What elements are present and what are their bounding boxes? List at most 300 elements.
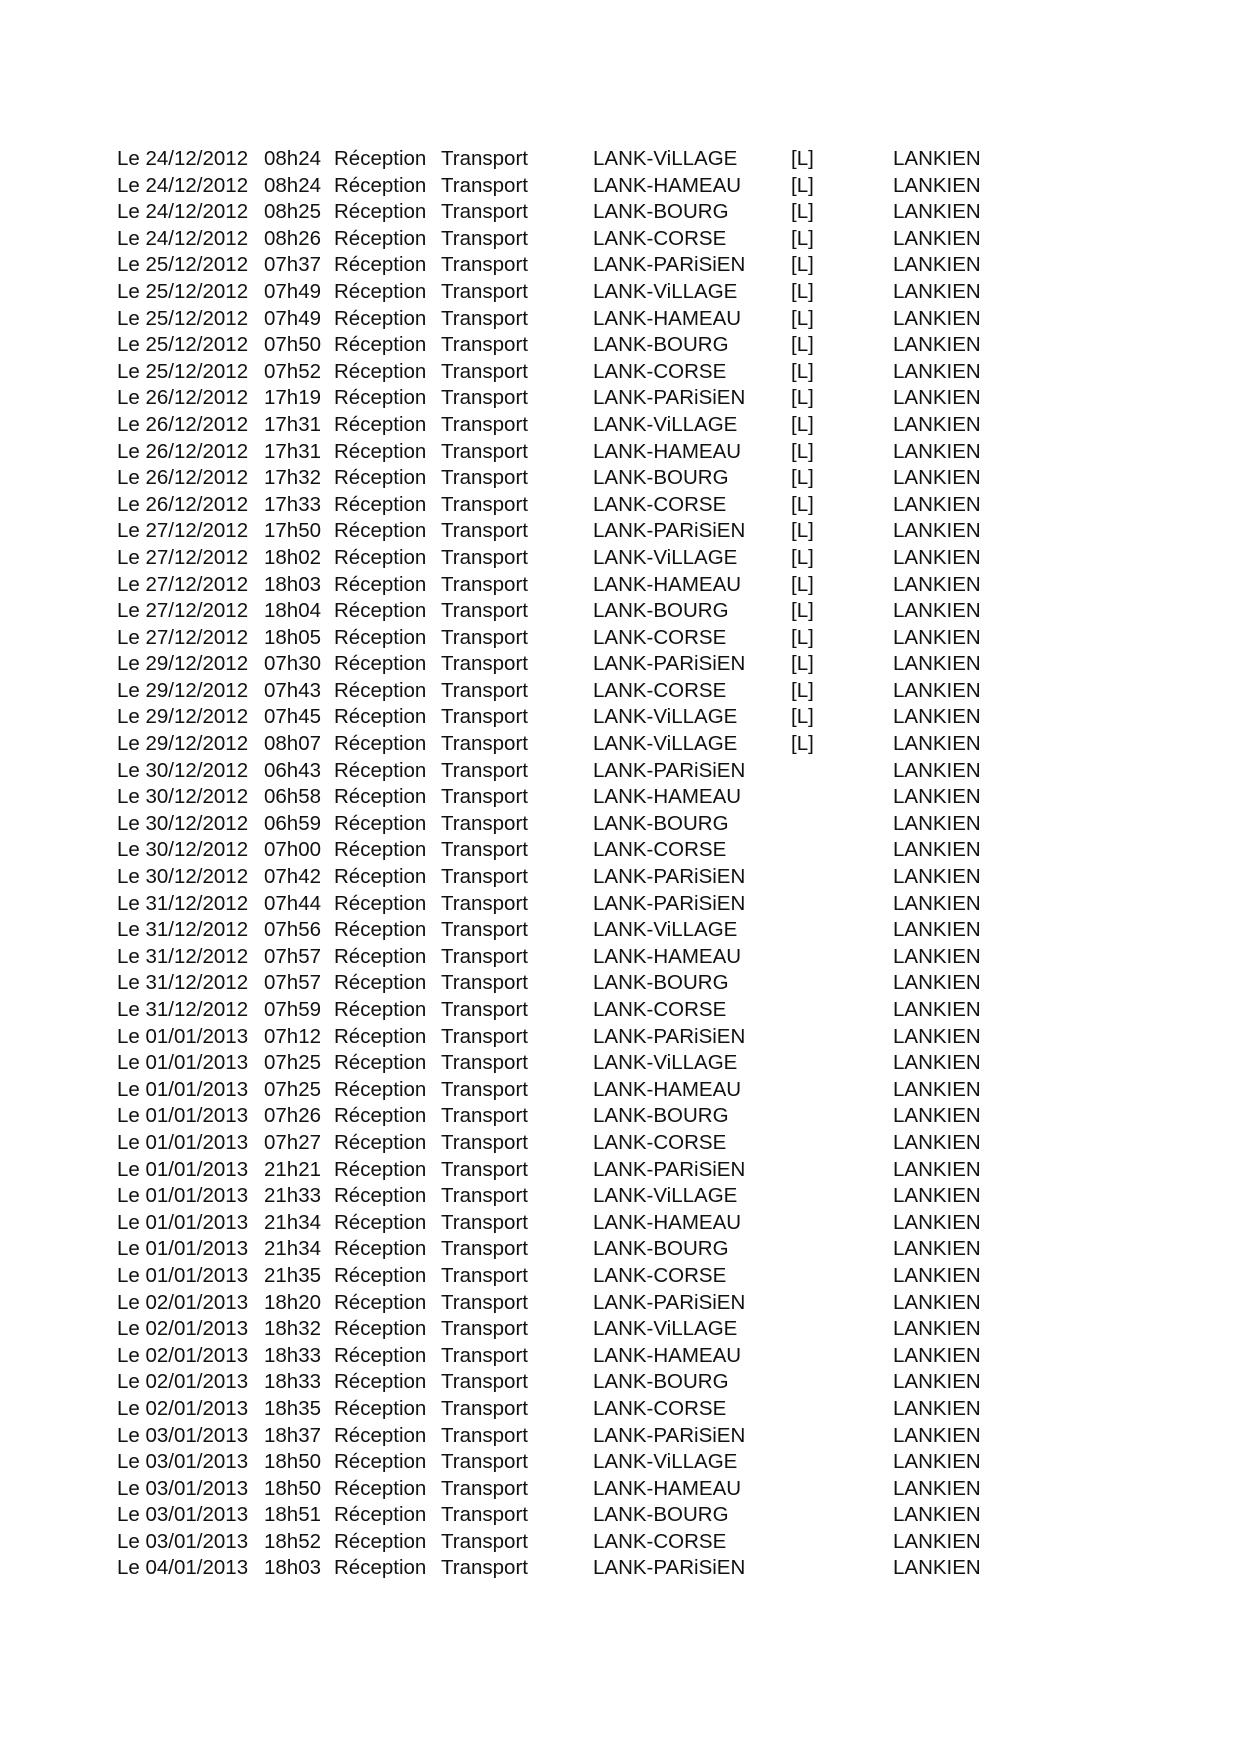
log-kind-cell: Transport (441, 519, 528, 543)
log-event-cell: Réception (334, 386, 427, 410)
log-site-cell: LANK-PARiSiEN (593, 519, 746, 543)
log-kind-cell: Transport (441, 466, 528, 490)
log-date-cell: Le 27/12/2012 (117, 519, 249, 543)
log-owner-cell: LANKIEN (893, 1077, 981, 1101)
log-event-cell: Réception (334, 625, 427, 649)
log-time-cell: 07h43 (264, 678, 322, 702)
table-row (0, 1077, 1241, 1104)
log-owner-cell: LANKIEN (893, 1130, 981, 1154)
log-time-cell: 21h21 (264, 1157, 322, 1181)
log-site-cell: LANK-ViLLAGE (593, 1317, 738, 1341)
log-event-cell: Réception (334, 838, 427, 862)
log-date-cell: Le 24/12/2012 (117, 200, 249, 224)
log-flag-cell: [L] (791, 625, 814, 649)
log-time-cell: 18h51 (264, 1503, 322, 1527)
log-time-cell: 21h35 (264, 1263, 322, 1287)
log-owner-cell: LANKIEN (893, 1317, 981, 1341)
log-date-cell: Le 29/12/2012 (117, 732, 249, 756)
table-row (0, 758, 1241, 785)
log-site-cell: LANK-ViLLAGE (593, 918, 738, 942)
table-row (0, 279, 1241, 306)
log-time-cell: 07h56 (264, 918, 322, 942)
log-date-cell: Le 02/01/2013 (117, 1370, 249, 1394)
table-row (0, 252, 1241, 279)
table-row (0, 1555, 1241, 1582)
table-row (0, 545, 1241, 572)
log-table (0, 146, 1241, 1582)
log-owner-cell: LANKIEN (893, 519, 981, 543)
log-event-cell: Réception (334, 599, 427, 623)
log-event-cell: Réception (334, 466, 427, 490)
log-time-cell: 06h59 (264, 811, 322, 835)
log-event-cell: Réception (334, 1157, 427, 1181)
log-kind-cell: Transport (441, 1476, 528, 1500)
log-site-cell: LANK-CORSE (593, 359, 727, 383)
log-site-cell: LANK-ViLLAGE (593, 732, 738, 756)
log-owner-cell: LANKIEN (893, 1210, 981, 1234)
log-flag-cell: [L] (791, 412, 814, 436)
log-time-cell: 07h25 (264, 1051, 322, 1075)
log-kind-cell: Transport (441, 971, 528, 995)
log-date-cell: Le 24/12/2012 (117, 147, 249, 170)
log-event-cell: Réception (334, 1476, 427, 1500)
log-event-cell: Réception (334, 811, 427, 835)
log-date-cell: Le 27/12/2012 (117, 572, 249, 596)
log-event-cell: Réception (334, 492, 427, 516)
log-event-cell: Réception (334, 572, 427, 596)
table-row (0, 1529, 1241, 1556)
table-row (0, 864, 1241, 891)
log-event-cell: Réception (334, 1450, 427, 1474)
log-event-cell: Réception (334, 1184, 427, 1208)
log-time-cell: 18h04 (264, 599, 322, 623)
log-site-cell: LANK-ViLLAGE (593, 412, 738, 436)
table-row (0, 1502, 1241, 1529)
log-date-cell: Le 31/12/2012 (117, 944, 249, 968)
log-site-cell: LANK-BOURG (593, 1237, 729, 1261)
log-owner-cell: LANKIEN (893, 1529, 981, 1553)
log-site-cell: LANK-BOURG (593, 971, 729, 995)
log-flag-cell: [L] (791, 492, 814, 516)
log-site-cell: LANK-PARiSiEN (593, 758, 746, 782)
log-event-cell: Réception (334, 865, 427, 889)
log-kind-cell: Transport (441, 785, 528, 809)
log-kind-cell: Transport (441, 998, 528, 1021)
log-owner-cell: LANKIEN (893, 865, 981, 889)
log-owner-cell: LANKIEN (893, 279, 981, 303)
log-time-cell: 07h27 (264, 1130, 322, 1154)
log-time-cell: 07h52 (264, 359, 322, 383)
log-time-cell: 17h19 (264, 386, 322, 410)
table-row (0, 625, 1241, 652)
log-kind-cell: Transport (441, 1423, 528, 1447)
log-event-cell: Réception (334, 1503, 427, 1527)
log-time-cell: 21h34 (264, 1237, 322, 1261)
log-owner-cell: LANKIEN (893, 253, 981, 277)
log-date-cell: Le 01/01/2013 (117, 1077, 249, 1101)
log-date-cell: Le 03/01/2013 (117, 1529, 249, 1553)
log-site-cell: LANK-CORSE (593, 625, 727, 649)
log-event-cell: Réception (334, 891, 427, 915)
log-owner-cell: LANKIEN (893, 652, 981, 676)
log-time-cell: 07h57 (264, 944, 322, 968)
log-kind-cell: Transport (441, 652, 528, 676)
log-event-cell: Réception (334, 1130, 427, 1154)
log-owner-cell: LANKIEN (893, 1556, 981, 1580)
log-site-cell: LANK-BOURG (593, 1370, 729, 1394)
log-kind-cell: Transport (441, 944, 528, 968)
log-kind-cell: Transport (441, 599, 528, 623)
log-site-cell: LANK-ViLLAGE (593, 705, 738, 729)
table-row (0, 598, 1241, 625)
log-kind-cell: Transport (441, 226, 528, 250)
log-kind-cell: Transport (441, 1130, 528, 1154)
log-kind-cell: Transport (441, 1396, 528, 1420)
log-event-cell: Réception (334, 785, 427, 809)
table-row (0, 385, 1241, 412)
log-owner-cell: LANKIEN (893, 333, 981, 357)
table-row (0, 1183, 1241, 1210)
log-flag-cell: [L] (791, 599, 814, 623)
table-row (0, 997, 1241, 1024)
log-event-cell: Réception (334, 439, 427, 463)
log-date-cell: Le 01/01/2013 (117, 1263, 249, 1287)
table-row (0, 1024, 1241, 1051)
log-date-cell: Le 29/12/2012 (117, 678, 249, 702)
log-date-cell: Le 26/12/2012 (117, 412, 249, 436)
log-time-cell: 07h44 (264, 891, 322, 915)
log-kind-cell: Transport (441, 1157, 528, 1181)
log-kind-cell: Transport (441, 865, 528, 889)
log-flag-cell: [L] (791, 678, 814, 702)
log-event-cell: Réception (334, 918, 427, 942)
log-date-cell: Le 03/01/2013 (117, 1503, 249, 1527)
log-kind-cell: Transport (441, 1370, 528, 1394)
log-time-cell: 07h57 (264, 971, 322, 995)
log-event-cell: Réception (334, 359, 427, 383)
log-kind-cell: Transport (441, 1317, 528, 1341)
log-site-cell: LANK-HAMEAU (593, 306, 742, 330)
table-row (0, 651, 1241, 678)
log-flag-cell: [L] (791, 359, 814, 383)
log-kind-cell: Transport (441, 811, 528, 835)
log-owner-cell: LANKIEN (893, 306, 981, 330)
log-site-cell: LANK-CORSE (593, 1130, 727, 1154)
log-kind-cell: Transport (441, 173, 528, 197)
log-flag-cell: [L] (791, 732, 814, 756)
log-event-cell: Réception (334, 173, 427, 197)
log-site-cell: LANK-HAMEAU (593, 1077, 742, 1101)
table-row (0, 359, 1241, 386)
log-owner-cell: LANKIEN (893, 1263, 981, 1287)
log-flag-cell: [L] (791, 386, 814, 410)
log-owner-cell: LANKIEN (893, 838, 981, 862)
log-owner-cell: LANKIEN (893, 173, 981, 197)
log-event-cell: Réception (334, 1210, 427, 1234)
log-kind-cell: Transport (441, 1051, 528, 1075)
log-event-cell: Réception (334, 1370, 427, 1394)
log-date-cell: Le 27/12/2012 (117, 599, 249, 623)
table-row (0, 439, 1241, 466)
log-site-cell: LANK-ViLLAGE (593, 147, 738, 170)
log-flag-cell: [L] (791, 253, 814, 277)
table-row (0, 1236, 1241, 1263)
log-time-cell: 21h33 (264, 1184, 322, 1208)
log-owner-cell: LANKIEN (893, 785, 981, 809)
log-event-cell: Réception (334, 1290, 427, 1314)
log-time-cell: 07h37 (264, 253, 322, 277)
log-kind-cell: Transport (441, 333, 528, 357)
log-site-cell: LANK-CORSE (593, 492, 727, 516)
log-event-cell: Réception (334, 1423, 427, 1447)
log-event-cell: Réception (334, 705, 427, 729)
table-row (0, 917, 1241, 944)
table-row (0, 811, 1241, 838)
log-kind-cell: Transport (441, 891, 528, 915)
table-row (0, 1369, 1241, 1396)
log-site-cell: LANK-PARiSiEN (593, 891, 746, 915)
table-row (0, 332, 1241, 359)
log-site-cell: LANK-PARiSiEN (593, 1157, 746, 1181)
log-event-cell: Réception (334, 306, 427, 330)
log-kind-cell: Transport (441, 1263, 528, 1287)
log-site-cell: LANK-PARiSiEN (593, 1290, 746, 1314)
log-site-cell: LANK-CORSE (593, 678, 727, 702)
log-time-cell: 18h32 (264, 1317, 322, 1341)
log-owner-cell: LANKIEN (893, 1343, 981, 1367)
log-event-cell: Réception (334, 253, 427, 277)
log-event-cell: Réception (334, 1556, 427, 1580)
log-event-cell: Réception (334, 333, 427, 357)
log-flag-cell: [L] (791, 572, 814, 596)
log-date-cell: Le 29/12/2012 (117, 652, 249, 676)
log-time-cell: 07h49 (264, 306, 322, 330)
log-event-cell: Réception (334, 1104, 427, 1128)
log-site-cell: LANK-HAMEAU (593, 439, 742, 463)
log-kind-cell: Transport (441, 306, 528, 330)
log-event-cell: Réception (334, 1396, 427, 1420)
log-owner-cell: LANKIEN (893, 599, 981, 623)
log-site-cell: LANK-BOURG (593, 1503, 729, 1527)
log-event-cell: Réception (334, 732, 427, 756)
log-kind-cell: Transport (441, 1556, 528, 1580)
log-date-cell: Le 26/12/2012 (117, 439, 249, 463)
log-time-cell: 18h35 (264, 1396, 322, 1420)
table-row (0, 1290, 1241, 1317)
log-date-cell: Le 30/12/2012 (117, 785, 249, 809)
log-event-cell: Réception (334, 279, 427, 303)
log-kind-cell: Transport (441, 1450, 528, 1474)
table-row (0, 1157, 1241, 1184)
log-time-cell: 18h03 (264, 572, 322, 596)
table-row (0, 784, 1241, 811)
log-site-cell: LANK-HAMEAU (593, 1476, 742, 1500)
log-date-cell: Le 03/01/2013 (117, 1476, 249, 1500)
log-time-cell: 18h02 (264, 545, 322, 569)
log-owner-cell: LANKIEN (893, 1051, 981, 1075)
log-time-cell: 07h50 (264, 333, 322, 357)
log-site-cell: LANK-HAMEAU (593, 1210, 742, 1234)
log-kind-cell: Transport (441, 1290, 528, 1314)
log-flag-cell: [L] (791, 652, 814, 676)
log-date-cell: Le 03/01/2013 (117, 1423, 249, 1447)
log-event-cell: Réception (334, 652, 427, 676)
log-owner-cell: LANKIEN (893, 1476, 981, 1500)
log-site-cell: LANK-CORSE (593, 998, 727, 1021)
log-owner-cell: LANKIEN (893, 625, 981, 649)
log-date-cell: Le 26/12/2012 (117, 466, 249, 490)
log-date-cell: Le 24/12/2012 (117, 226, 249, 250)
log-flag-cell: [L] (791, 705, 814, 729)
table-row (0, 1316, 1241, 1343)
log-kind-cell: Transport (441, 1503, 528, 1527)
log-event-cell: Réception (334, 1237, 427, 1261)
log-owner-cell: LANKIEN (893, 811, 981, 835)
log-date-cell: Le 01/01/2013 (117, 1237, 249, 1261)
log-kind-cell: Transport (441, 492, 528, 516)
log-kind-cell: Transport (441, 439, 528, 463)
table-row (0, 837, 1241, 864)
log-time-cell: 06h43 (264, 758, 322, 782)
log-owner-cell: LANKIEN (893, 1503, 981, 1527)
log-date-cell: Le 02/01/2013 (117, 1290, 249, 1314)
log-kind-cell: Transport (441, 386, 528, 410)
log-owner-cell: LANKIEN (893, 678, 981, 702)
table-row (0, 1423, 1241, 1450)
log-owner-cell: LANKIEN (893, 359, 981, 383)
log-time-cell: 18h52 (264, 1529, 322, 1553)
log-owner-cell: LANKIEN (893, 1450, 981, 1474)
table-row (0, 1103, 1241, 1130)
log-event-cell: Réception (334, 1051, 427, 1075)
log-owner-cell: LANKIEN (893, 572, 981, 596)
log-time-cell: 07h12 (264, 1024, 322, 1048)
log-time-cell: 08h24 (264, 147, 322, 170)
log-event-cell: Réception (334, 1077, 427, 1101)
log-time-cell: 17h32 (264, 466, 322, 490)
log-time-cell: 18h50 (264, 1450, 322, 1474)
log-date-cell: Le 01/01/2013 (117, 1024, 249, 1048)
log-owner-cell: LANKIEN (893, 1423, 981, 1447)
log-time-cell: 08h24 (264, 173, 322, 197)
table-row (0, 199, 1241, 226)
log-event-cell: Réception (334, 226, 427, 250)
log-owner-cell: LANKIEN (893, 147, 981, 170)
log-date-cell: Le 25/12/2012 (117, 279, 249, 303)
log-owner-cell: LANKIEN (893, 998, 981, 1021)
log-owner-cell: LANKIEN (893, 439, 981, 463)
log-time-cell: 17h31 (264, 412, 322, 436)
log-event-cell: Réception (334, 944, 427, 968)
log-site-cell: LANK-CORSE (593, 1263, 727, 1287)
log-site-cell: LANK-HAMEAU (593, 944, 742, 968)
log-time-cell: 07h00 (264, 838, 322, 862)
log-date-cell: Le 29/12/2012 (117, 705, 249, 729)
log-owner-cell: LANKIEN (893, 918, 981, 942)
log-date-cell: Le 30/12/2012 (117, 758, 249, 782)
log-kind-cell: Transport (441, 1104, 528, 1128)
log-owner-cell: LANKIEN (893, 545, 981, 569)
table-row (0, 1210, 1241, 1237)
log-kind-cell: Transport (441, 359, 528, 383)
log-time-cell: 18h33 (264, 1343, 322, 1367)
table-row (0, 1476, 1241, 1503)
log-site-cell: LANK-ViLLAGE (593, 545, 738, 569)
log-kind-cell: Transport (441, 838, 528, 862)
log-time-cell: 08h07 (264, 732, 322, 756)
table-row (0, 173, 1241, 200)
log-site-cell: LANK-BOURG (593, 200, 729, 224)
log-owner-cell: LANKIEN (893, 971, 981, 995)
log-kind-cell: Transport (441, 279, 528, 303)
log-flag-cell: [L] (791, 279, 814, 303)
log-kind-cell: Transport (441, 732, 528, 756)
log-time-cell: 21h34 (264, 1210, 322, 1234)
log-site-cell: LANK-CORSE (593, 1396, 727, 1420)
log-owner-cell: LANKIEN (893, 732, 981, 756)
log-date-cell: Le 01/01/2013 (117, 1051, 249, 1075)
log-event-cell: Réception (334, 200, 427, 224)
log-date-cell: Le 04/01/2013 (117, 1556, 249, 1580)
table-row (0, 1343, 1241, 1370)
log-date-cell: Le 01/01/2013 (117, 1184, 249, 1208)
log-flag-cell: [L] (791, 200, 814, 224)
log-kind-cell: Transport (441, 545, 528, 569)
log-site-cell: LANK-PARiSiEN (593, 652, 746, 676)
log-event-cell: Réception (334, 1263, 427, 1287)
log-time-cell: 07h30 (264, 652, 322, 676)
log-owner-cell: LANKIEN (893, 386, 981, 410)
log-owner-cell: LANKIEN (893, 1370, 981, 1394)
log-site-cell: LANK-BOURG (593, 466, 729, 490)
log-site-cell: LANK-BOURG (593, 1104, 729, 1128)
log-site-cell: LANK-BOURG (593, 333, 729, 357)
log-event-cell: Réception (334, 758, 427, 782)
log-kind-cell: Transport (441, 1024, 528, 1048)
log-site-cell: LANK-ViLLAGE (593, 1184, 738, 1208)
log-owner-cell: LANKIEN (893, 200, 981, 224)
log-site-cell: LANK-PARiSiEN (593, 1556, 746, 1580)
log-time-cell: 18h50 (264, 1476, 322, 1500)
log-event-cell: Réception (334, 545, 427, 569)
log-date-cell: Le 01/01/2013 (117, 1130, 249, 1154)
log-event-cell: Réception (334, 1529, 427, 1553)
log-site-cell: LANK-PARiSiEN (593, 386, 746, 410)
log-date-cell: Le 31/12/2012 (117, 998, 249, 1021)
table-row (0, 306, 1241, 333)
log-site-cell: LANK-PARiSiEN (593, 1423, 746, 1447)
table-row (0, 891, 1241, 918)
log-flag-cell: [L] (791, 306, 814, 330)
log-kind-cell: Transport (441, 705, 528, 729)
table-row (0, 678, 1241, 705)
log-site-cell: LANK-BOURG (593, 599, 729, 623)
table-row (0, 1263, 1241, 1290)
log-site-cell: LANK-CORSE (593, 1529, 727, 1553)
log-date-cell: Le 30/12/2012 (117, 811, 249, 835)
log-time-cell: 07h45 (264, 705, 322, 729)
log-owner-cell: LANKIEN (893, 1396, 981, 1420)
log-time-cell: 07h49 (264, 279, 322, 303)
table-row (0, 970, 1241, 997)
log-time-cell: 07h59 (264, 998, 322, 1021)
log-event-cell: Réception (334, 971, 427, 995)
log-kind-cell: Transport (441, 572, 528, 596)
log-site-cell: LANK-CORSE (593, 226, 727, 250)
log-kind-cell: Transport (441, 253, 528, 277)
log-kind-cell: Transport (441, 147, 528, 170)
log-owner-cell: LANKIEN (893, 412, 981, 436)
